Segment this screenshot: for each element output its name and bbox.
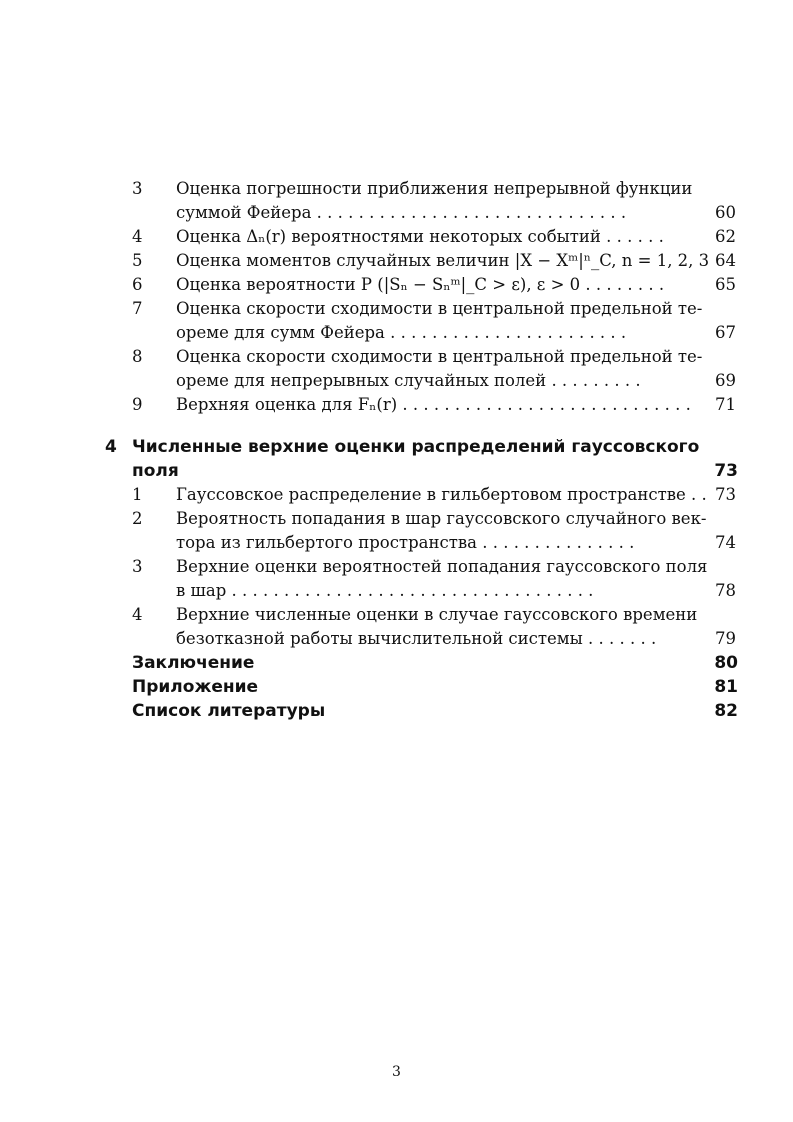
toc-entry[interactable] <box>0 249 793 273</box>
toc-entry[interactable] <box>0 555 793 579</box>
entry-page: 62 <box>715 227 736 246</box>
entry-title: Оценка скорости сходимости в центральной предельной те- <box>176 299 703 318</box>
dot-leader: . . . . . . . <box>588 629 657 648</box>
page-number: 3 <box>392 1064 401 1080</box>
entry-number: 4 <box>132 605 143 624</box>
toc-entry[interactable] <box>0 225 793 249</box>
toc-entry[interactable] <box>0 507 793 531</box>
toc-entry-continuation[interactable] <box>0 369 793 393</box>
chapter-title: Численные верхние оценки распределений гауссовского <box>132 437 700 457</box>
backmatter-page: 80 <box>714 653 738 673</box>
entry-page: 69 <box>715 371 736 390</box>
entry-number: 4 <box>132 227 143 246</box>
toc-entry-continuation[interactable] <box>0 201 793 225</box>
dot-leader: . . . . . . . . . . . . . . . . . . . . . . . . . . . . . . <box>316 203 627 222</box>
entry-title: Верхняя оценка для Fₙ(r) . . . . . . . . . . . . . . . . . . . . . . . . . . . . <box>176 393 691 417</box>
entry-number: 2 <box>132 509 143 528</box>
toc-entry[interactable] <box>0 273 793 297</box>
dot-leader: . . . . . . . . . . . . . . . . . . . . . . . . . . . . <box>402 395 691 414</box>
dot-leader: . . . . . . . . <box>585 275 665 294</box>
entry-title-cont: ореме для сумм Фейера . . . . . . . . . . . . . . . . . . . . . . . <box>176 321 626 345</box>
entry-number: 1 <box>132 485 143 504</box>
toc-backmatter-appendix[interactable] <box>0 675 793 699</box>
toc-entry[interactable] <box>0 177 793 201</box>
toc-entry[interactable] <box>0 603 793 627</box>
chapter-heading-continuation[interactable] <box>0 459 793 483</box>
entry-page: 78 <box>715 581 736 600</box>
toc-entry-continuation[interactable] <box>0 627 793 651</box>
dot-leader: . . . . . . . . . . . . . . . . . . . . . . . <box>390 323 627 342</box>
backmatter-page: 81 <box>714 677 738 697</box>
entry-number: 8 <box>132 347 143 366</box>
backmatter-title: Список литературы <box>132 701 326 721</box>
entry-page: 67 <box>715 323 736 342</box>
toc-entry[interactable] <box>0 345 793 369</box>
chapter-title-cont: поля <box>132 461 179 481</box>
entry-title-cont: безотказной работы вычислительной системы . . . . . . . <box>176 627 656 651</box>
entry-title: Оценка Δₙ(r) вероятностями некоторых событий . . . . . . <box>176 225 664 249</box>
chapter-heading[interactable] <box>0 435 793 459</box>
dot-leader: . . <box>691 485 707 504</box>
entry-page: 79 <box>715 629 736 648</box>
entry-title: Верхние численные оценки в случае гауссовского времени <box>176 605 698 624</box>
dot-leader: . . . . . . <box>606 227 664 246</box>
entry-title: Вероятность попадания в шар гауссовского случайного век- <box>176 509 707 528</box>
dot-leader: . . . . . . . . . <box>551 371 641 390</box>
entry-page: 74 <box>715 533 736 552</box>
chapter-number: 4 <box>105 437 117 457</box>
entry-number: 5 <box>132 251 143 270</box>
entry-title: Гауссовское распределение в гильбертовом пространстве . . <box>176 483 707 507</box>
entry-page: 60 <box>715 203 736 222</box>
entry-page: 65 <box>715 275 736 294</box>
toc-entry-continuation[interactable] <box>0 579 793 603</box>
backmatter-page: 82 <box>714 701 738 721</box>
entry-title-cont: тора из гильбертого пространства . . . . . . . . . . . . . . . <box>176 531 634 555</box>
toc-entry[interactable] <box>0 297 793 321</box>
entry-title-cont: в шар . . . . . . . . . . . . . . . . . . . . . . . . . . . . . . . . . . . <box>176 579 593 603</box>
toc-entry[interactable] <box>0 393 793 417</box>
toc-backmatter-conclusion[interactable] <box>0 651 793 675</box>
dot-leader: . . . . . . . . . . . . . . . . . . . . . . . . . . . . . . . . . . . <box>231 581 594 600</box>
entry-number: 3 <box>132 557 143 576</box>
toc-entry[interactable] <box>0 483 793 507</box>
entry-title: Оценка погрешности приближения непрерывной функции <box>176 179 693 198</box>
entry-title: Оценка скорости сходимости в центральной предельной те- <box>176 347 703 366</box>
entry-title-cont: ореме для непрерывных случайных полей . . . . . . . . . <box>176 369 641 393</box>
entry-number: 7 <box>132 299 143 318</box>
chapter-page: 73 <box>714 461 738 481</box>
entry-number: 6 <box>132 275 143 294</box>
backmatter-title: Заключение <box>132 653 255 673</box>
entry-number: 9 <box>132 395 143 414</box>
entry-title-cont: суммой Фейера . . . . . . . . . . . . . . . . . . . . . . . . . . . . . . <box>176 201 626 225</box>
toc-entry-continuation[interactable] <box>0 321 793 345</box>
entry-number: 3 <box>132 179 143 198</box>
entry-title: Оценка моментов случайных величин |X − Xᵐ|ⁿ_C, n = 1, 2, 3 <box>176 251 710 270</box>
dot-leader: . . . . . . . . . . . . . . . <box>482 533 635 552</box>
backmatter-title: Приложение <box>132 677 259 697</box>
entry-page: 64 <box>715 251 736 270</box>
toc-entry-continuation[interactable] <box>0 531 793 555</box>
entry-title: Верхние оценки вероятностей попадания гауссовского поля <box>176 557 708 576</box>
toc-backmatter-references[interactable] <box>0 699 793 723</box>
entry-page: 73 <box>715 485 736 504</box>
entry-title: Оценка вероятности P (|Sₙ − Sₙᵐ|_C > ε), ε > 0 . . . . . . . . <box>176 273 664 297</box>
entry-page: 71 <box>715 395 736 414</box>
